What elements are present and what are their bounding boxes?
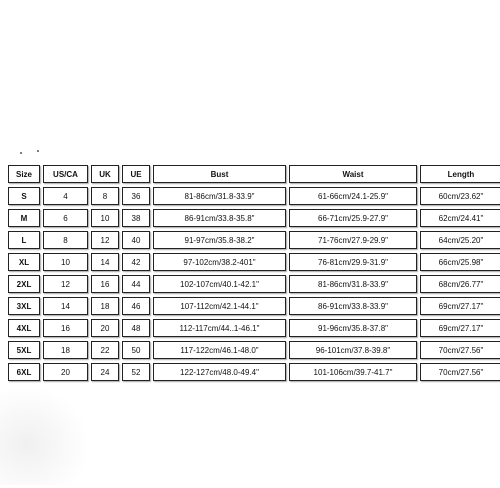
ue-cell: 44 [122,275,150,293]
us-ca-cell: 16 [43,319,88,337]
ue-cell: 48 [122,319,150,337]
length-cell: 66cm/25.98" [420,253,500,271]
waist-cell: 101-106cm/39.7-41.7" [289,363,417,381]
bust-cell: 81-86cm/31.8-33.9" [153,187,286,205]
header-bust: Bust [153,165,286,183]
us-ca-cell: 10 [43,253,88,271]
size-cell: M [8,209,40,227]
speck-dot-2 [37,150,39,152]
background-smudge [0,385,90,485]
waist-cell: 61-66cm/24.1-25.9" [289,187,417,205]
table-row [8,297,500,315]
uk-cell: 20 [91,319,119,337]
length-cell: 62cm/24.41" [420,209,500,227]
length-cell: 69cm/27.17" [420,319,500,337]
length-cell: 64cm/25.20" [420,231,500,249]
uk-cell: 10 [91,209,119,227]
ue-cell: 36 [122,187,150,205]
size-cell: 5XL [8,341,40,359]
table-row [8,363,500,381]
table-row [8,319,500,337]
header-uk: UK [91,165,119,183]
header-us-ca: US/CA [43,165,88,183]
us-ca-cell: 6 [43,209,88,227]
waist-cell: 91-96cm/35.8-37.8" [289,319,417,337]
ue-cell: 38 [122,209,150,227]
table-row [8,275,500,293]
header-ue: UE [122,165,150,183]
table-row [8,231,500,249]
waist-cell: 81-86cm/31.8-33.9" [289,275,417,293]
bust-cell: 117-122cm/46.1-48.0" [153,341,286,359]
bust-cell: 122-127cm/48.0-49.4" [153,363,286,381]
ue-cell: 40 [122,231,150,249]
bust-cell: 102-107cm/40.1-42.1" [153,275,286,293]
header-size: Size [8,165,40,183]
uk-cell: 8 [91,187,119,205]
waist-cell: 86-91cm/33.8-33.9" [289,297,417,315]
bust-cell: 86-91cm/33.8-35.8" [153,209,286,227]
size-cell: S [8,187,40,205]
header-row [8,165,500,183]
us-ca-cell: 18 [43,341,88,359]
uk-cell: 22 [91,341,119,359]
uk-cell: 24 [91,363,119,381]
size-cell: 2XL [8,275,40,293]
size-cell: 6XL [8,363,40,381]
us-ca-cell: 14 [43,297,88,315]
length-cell: 70cm/27.56" [420,341,500,359]
waist-cell: 96-101cm/37.8-39.8" [289,341,417,359]
length-cell: 69cm/27.17" [420,297,500,315]
uk-cell: 14 [91,253,119,271]
header-waist: Waist [289,165,417,183]
bust-cell: 112-117cm/44..1-46.1" [153,319,286,337]
ue-cell: 52 [122,363,150,381]
speck-dot-1 [20,152,22,154]
size-chart [8,161,493,377]
size-cell: 4XL [8,319,40,337]
us-ca-cell: 12 [43,275,88,293]
size-chart-table [5,161,500,385]
waist-cell: 76-81cm/29.9-31.9" [289,253,417,271]
table-row [8,253,500,271]
length-cell: 68cm/26.77" [420,275,500,293]
size-cell: XL [8,253,40,271]
ue-cell: 42 [122,253,150,271]
waist-cell: 71-76cm/27.9-29.9" [289,231,417,249]
bust-cell: 107-112cm/42.1-44.1" [153,297,286,315]
ue-cell: 50 [122,341,150,359]
bust-cell: 91-97cm/35.8-38.2" [153,231,286,249]
size-cell: L [8,231,40,249]
ue-cell: 46 [122,297,150,315]
uk-cell: 12 [91,231,119,249]
header-length: Length [420,165,500,183]
length-cell: 70cm/27.56" [420,363,500,381]
table-row [8,209,500,227]
us-ca-cell: 8 [43,231,88,249]
uk-cell: 16 [91,275,119,293]
size-cell: 3XL [8,297,40,315]
waist-cell: 66-71cm/25.9-27.9" [289,209,417,227]
length-cell: 60cm/23.62" [420,187,500,205]
bust-cell: 97-102cm/38.2-401" [153,253,286,271]
us-ca-cell: 4 [43,187,88,205]
uk-cell: 18 [91,297,119,315]
table-row [8,187,500,205]
us-ca-cell: 20 [43,363,88,381]
table-row [8,341,500,359]
